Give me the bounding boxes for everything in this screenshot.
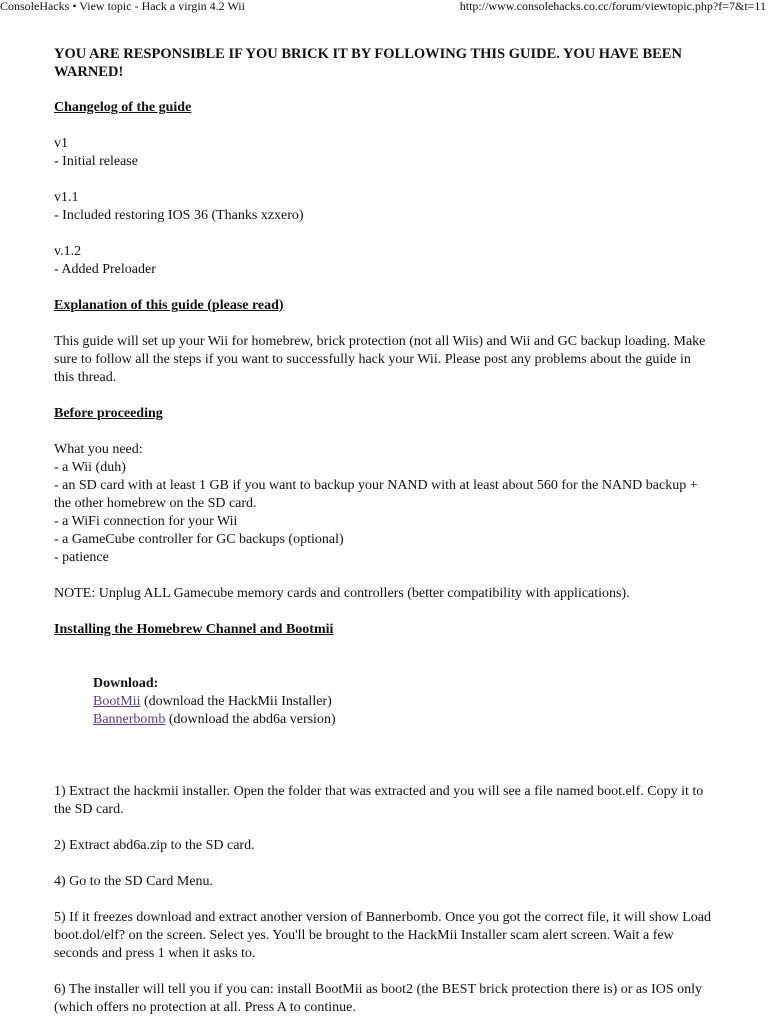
install-heading: Installing the Homebrew Channel and Bootmii	[54, 622, 334, 637]
requirement-item: - an SD card with at least 1 GB if you want to backup your NAND with at least about 560 for the NAND backup + the other homebrew on the SD card.	[54, 478, 698, 511]
warning-text: YOU ARE RESPONSIBLE IF YOU BRICK IT BY FOLLOWING THIS GUIDE. YOU HAVE BEEN WARNED!	[54, 46, 682, 80]
requirement-item: - a GameCube controller for GC backups (optional)	[54, 532, 344, 547]
step-item: 4) Go to the SD Card Menu.	[54, 874, 214, 889]
changelog-entry	[54, 189, 714, 225]
requirement-item: - a Wii (duh)	[54, 460, 126, 475]
download-box	[93, 675, 714, 729]
download-label: Download:	[93, 676, 159, 691]
changelog-entry	[54, 243, 714, 279]
changelog-version: v.1.2	[54, 244, 82, 259]
changelog-note: - Included restoring IOS 36 (Thanks xzxero)	[54, 208, 304, 223]
bannerbomb-link[interactable]: Bannerbomb	[93, 712, 166, 727]
changelog-note: - Initial release	[54, 154, 138, 169]
changelog-heading: Changelog of the guide	[54, 100, 192, 115]
step-item: 1) Extract the hackmii installer. Open the folder that was extracted and you will see a file named boot.elf. Copy it to the SD card.	[54, 784, 704, 817]
download-desc: (download the abd6a version)	[165, 712, 336, 727]
explanation-heading: Explanation of this guide (please read)	[54, 298, 284, 313]
note-text: NOTE: Unplug ALL Gamecube memory cards and controllers (better compatibility with applications).	[54, 586, 630, 601]
requirement-item: - patience	[54, 550, 109, 565]
download-item	[93, 711, 714, 729]
changelog-entry	[54, 135, 714, 171]
changelog-note: - Added Preloader	[54, 262, 156, 277]
page-header	[0, 0, 768, 14]
step-item: 5) If it freezes download and extract another version of Bannerbomb. Once you got the correct file, it will show Load boot.dol/elf? on the screen. Select yes. You'll be brought to the HackMii Installer scam alert screen. Wait a few seconds and press 1 when it asks to.	[54, 910, 712, 961]
changelog-version: v1	[54, 136, 68, 151]
step-item: 6) The installer will tell you if you can: install BootMii as boot2 (the BEST brick protection there is) or as IOS only (which offers no protection at all. Press A to continue.	[54, 982, 703, 1015]
bootmii-link[interactable]: BootMii	[93, 694, 141, 709]
download-desc: (download the HackMii Installer)	[140, 694, 332, 709]
page-title: ConsoleHacks • View topic - Hack a virgin 4.2 Wii	[0, 0, 245, 13]
before-heading: Before proceeding	[54, 406, 163, 421]
explanation-text: This guide will set up your Wii for homebrew, brick protection (not all Wiis) and Wii and GC backup loading. Make sure to follow all the steps if you want to successfully hack your Wii. Please post any problems about the guide in this thread.	[54, 334, 706, 385]
guide-content	[54, 45, 714, 1017]
requirements-intro: What you need:	[54, 442, 143, 457]
requirement-item: - a WiFi connection for your Wii	[54, 514, 238, 529]
page-url: http://www.consolehacks.co.cc/forum/viewtopic.php?f=7&t=11	[459, 0, 766, 13]
changelog-version: v1.1	[54, 190, 79, 205]
download-item	[93, 693, 714, 711]
step-item: 2) Extract abd6a.zip to the SD card.	[54, 838, 255, 853]
